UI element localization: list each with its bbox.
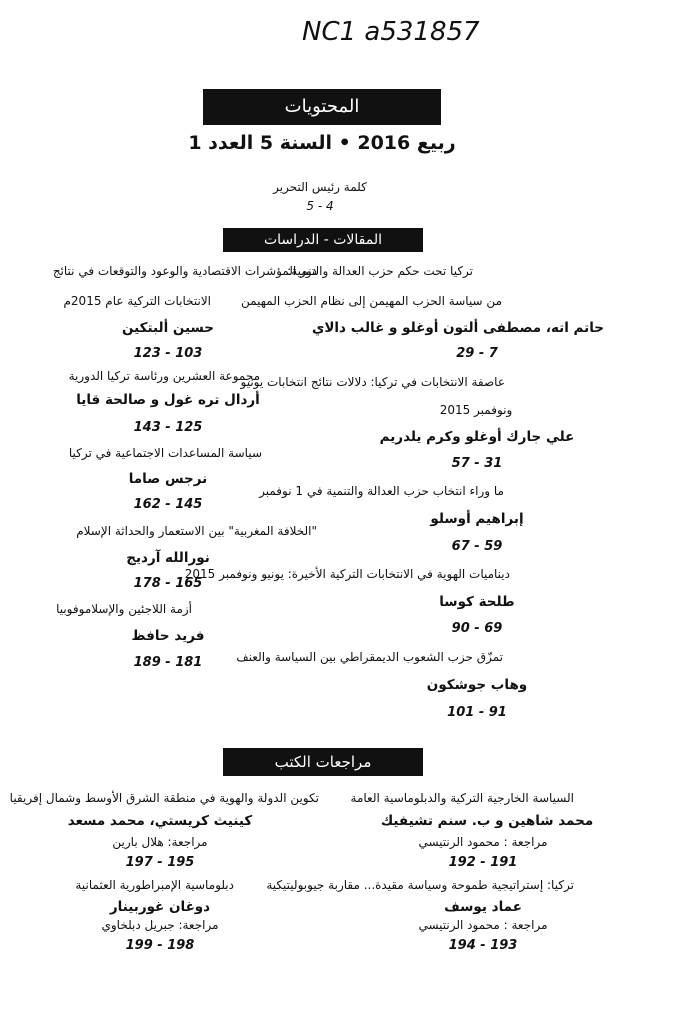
issue-line: ربيع 2016 • السنة 5 العدد 1 xyxy=(188,132,456,154)
articles-section-header: المقالات - الدراسات xyxy=(223,228,423,252)
article-title: أزمة اللاجئين والإسلاموفوبيا xyxy=(56,602,192,616)
article-title: مجموعة العشرين ورئاسة تركيا الدورية xyxy=(68,369,260,383)
article-title: "الخلافة المغربية" بين الاستعمار والحداثة الإسلام xyxy=(76,524,317,538)
article-title: تركيا تحت حكم حزب العدالة والتنمية: xyxy=(287,264,473,278)
handwritten-catalog-number xyxy=(300,8,480,48)
article-title: ونوفمبر 2015 xyxy=(439,403,513,417)
article-author: وهاب جوشكون xyxy=(426,677,528,693)
article-author: علي جارك أوغلو وكرم يلدريم xyxy=(379,429,575,445)
article-pages: 67 - 59 xyxy=(451,539,503,554)
review-author: كينيث كريستي، محمد مسعد xyxy=(67,813,253,829)
article-title: سياسة المساعدات الاجتماعية في تركيا xyxy=(68,446,262,460)
article-pages: 57 - 31 xyxy=(451,456,503,471)
article-pages: 189 - 181 xyxy=(133,655,203,670)
review-book-title: دبلوماسية الإمبراطورية العثمانية xyxy=(75,878,234,892)
article-pages: 162 - 145 xyxy=(133,497,203,512)
article-title: من سياسة الحزب المهيمن إلى نظام الحزب المهيمن xyxy=(241,294,502,308)
article-title: تمزّق حزب الشعوب الديمقراطي بين السياسة والعنف xyxy=(236,650,503,664)
review-author: دوغان غوربينار xyxy=(109,899,211,915)
article-pages: 29 - 7 xyxy=(456,346,498,361)
review-book-title: السياسة الخارجية التركية والدبلوماسية العامة xyxy=(350,791,574,805)
svg-text:NC1 a531857: NC1 a531857 xyxy=(302,17,480,47)
page-title: المحتويات xyxy=(203,89,441,125)
editorial-pages: 5 - 4 xyxy=(306,199,334,213)
review-reviewer: مراجعة: هلال بارين xyxy=(112,835,208,849)
article-author: حاتم اته، مصطفى ألتون أوغلو و غالب دالاي xyxy=(312,320,604,336)
article-pages: 90 - 69 xyxy=(451,621,503,636)
article-pages: 123 - 103 xyxy=(133,346,203,361)
article-author: طلحة كوسا xyxy=(439,594,515,610)
review-author: محمد شاهين و ب. سنم تشيفيك xyxy=(380,813,594,829)
article-author: حسين ألبتكين xyxy=(121,320,215,336)
article-pages: 178 - 165 xyxy=(133,576,203,591)
article-pages: 101 - 91 xyxy=(447,705,507,720)
article-author: إبراهيم أوسلو xyxy=(430,511,524,527)
article-author: أردال تره غول و صالحة قايا xyxy=(76,392,260,408)
review-pages: 192 - 191 xyxy=(448,855,518,870)
article-author: نورالله آرديج xyxy=(126,550,210,566)
review-author: عماد يوسف xyxy=(444,899,522,915)
article-title: ما وراء انتخاب حزب العدالة والتنمية في 1 نوفمبر xyxy=(259,484,504,498)
review-pages: 199 - 198 xyxy=(125,938,195,953)
article-title: ديناميات الهوية في الانتخابات التركية الأخيرة: يونيو ونوفمبر 2015 xyxy=(184,567,510,581)
article-author: نرجس صاما xyxy=(128,471,208,487)
article-title: دور المؤشرات الاقتصادية والوعود والتوقعات في نتائج xyxy=(52,264,317,278)
article-pages: 143 - 125 xyxy=(133,420,203,435)
article-title: عاصفة الانتخابات في تركيا: دلالات نتائج انتخابات يونيو xyxy=(240,375,505,389)
article-title: الانتخابات التركية عام 2015م xyxy=(63,294,211,308)
review-pages: 194 - 193 xyxy=(448,938,518,953)
article-author: فريد حافظ xyxy=(131,628,205,644)
review-reviewer: مراجعة : محمود الرنتيسي xyxy=(418,918,548,932)
review-reviewer: مراجعة: جبريل دبلخاوي xyxy=(101,918,219,932)
review-book-title: تركيا: إستراتيجية طموحة وسياسة مقيدة... مقاربة جيوبوليتيكية xyxy=(266,878,574,892)
review-reviewer: مراجعة : محمود الرنتيسي xyxy=(418,835,548,849)
editorial-label: كلمة رئيس التحرير xyxy=(273,180,367,194)
review-pages: 197 - 195 xyxy=(125,855,195,870)
reviews-section-header: مراجعات الكتب xyxy=(223,748,423,776)
review-book-title: تكوين الدولة والهوية في منطقة الشرق الأوسط وشمال إفريقيا xyxy=(9,791,319,805)
